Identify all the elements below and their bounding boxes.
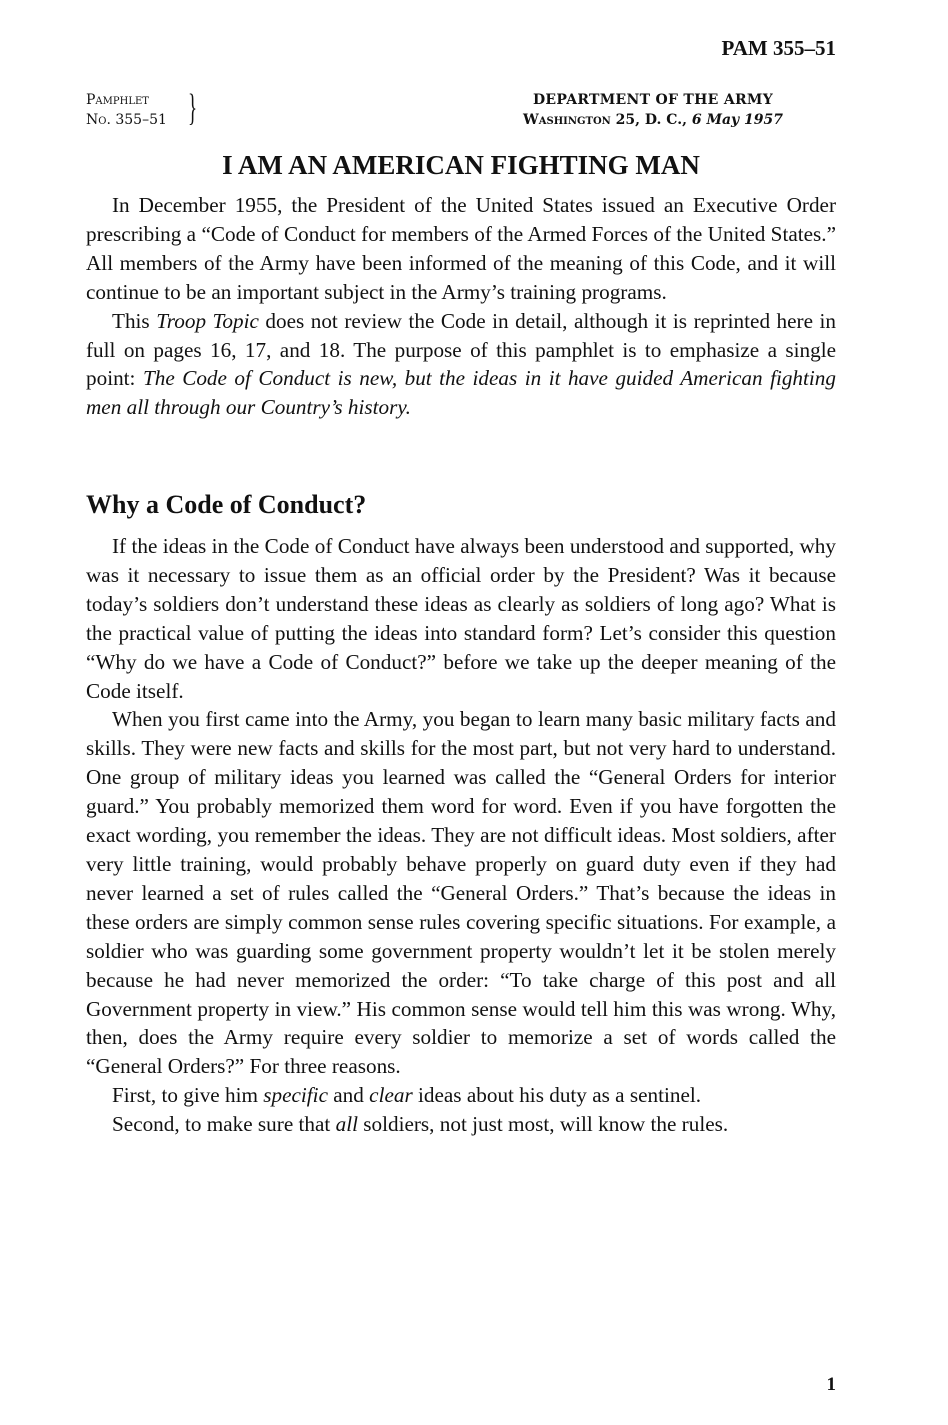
intro-paragraph-2 [86, 307, 836, 423]
section-paragraph-1: If the ideas in the Code of Conduct have always been understood and supported, why was it necessary to issue them as an official order by the President? Was it because today’s soldiers don’t understand these ideas as clearly as soldiers of long ago? What is the practical value of putting the ideas into standard form? Let’s consider this question “Why do we have a Code of Conduct?” before we take up the deeper meaning of the Code itself. [86, 534, 836, 703]
text-run: ideas about his duty as a sentinel. [412, 1083, 702, 1108]
department-name: DEPARTMENT OF THE ARMY [532, 92, 774, 108]
pamphlet-number: No. 355–51 [86, 112, 167, 128]
page-title: I AM AN AMERICAN FIGHTING MAN [222, 150, 700, 180]
text-run: First, to give him [112, 1083, 264, 1108]
city-name: Washington [523, 112, 611, 128]
pamphlet-number-block [86, 90, 167, 130]
issue-date: 6 May 1957 [691, 112, 783, 128]
brace-glyph: } [188, 87, 198, 129]
section-paragraph-4 [86, 1110, 836, 1139]
intro-section [86, 191, 836, 422]
section-paragraph-3 [86, 1081, 836, 1110]
emphasis-specific: specific [263, 1083, 328, 1108]
text-run: and [327, 1083, 370, 1108]
text-run: does not review the Code in detail, although it is reprinted here in full on pages 16, 17, and 18. The purpose of this pamphlet is to emphasize a single point: [86, 308, 837, 391]
issue-location-date [470, 110, 836, 130]
code-of-conduct-section [86, 532, 836, 1139]
emphasis-clear: clear [369, 1083, 413, 1108]
troop-topic-title: Troop Topic [156, 308, 259, 333]
location-detail: 25, D. C., [610, 112, 692, 128]
section-paragraph-2: When you first came into the Army, you began to learn many basic military facts and skills. They were new facts and skills for the most part, but not very hard to understand. One group of military ideas you learned was called the “General Orders for interior guard.” You probably memorized them word for word. Even if you have forgotten the exact wording, you remember the ideas. They are not difficult ideas. Most soldiers, after very little training, would probably behave properly on guard duty even if they had never learned a set of rules called the “General Orders.” That’s because the ideas in these orders are simply common sense rules covering specific situations. For example, a soldier who was guarding some government property wouldn’t let it be stolen merely because he had never memorized the order: “To take charge of this post and all Government property in view.” His common sense would tell him this was wrong. Why, then, does the Army require every soldier to memorize a set of words called the “General Orders?” For three reasons. [86, 707, 836, 1079]
section-heading: Why a Code of Conduct? [86, 490, 367, 519]
text-run: This [112, 308, 157, 333]
intro-paragraph-1: In December 1955, the President of the United States issued an Executive Order prescribing a “Code of Conduct for members of the Armed Forces of the United States.” All members of the Army have been informed of the meaning of this Code, and it will continue to be an important subject in the Army’s training programs. [86, 193, 836, 304]
text-run: Second, to make sure that [112, 1112, 336, 1137]
key-point: The Code of Conduct is new, but the ideas in it have guided American fighting men all through our Country’s history. [86, 366, 836, 420]
text-run: soldiers, not just most, will know the rules. [357, 1112, 729, 1137]
department-block [470, 90, 836, 130]
page-number: 1 [826, 1374, 836, 1395]
pamphlet-code: PAM 355–51 [721, 36, 836, 60]
pamphlet-label: Pamphlet [86, 92, 149, 108]
emphasis-all: all [335, 1112, 358, 1137]
